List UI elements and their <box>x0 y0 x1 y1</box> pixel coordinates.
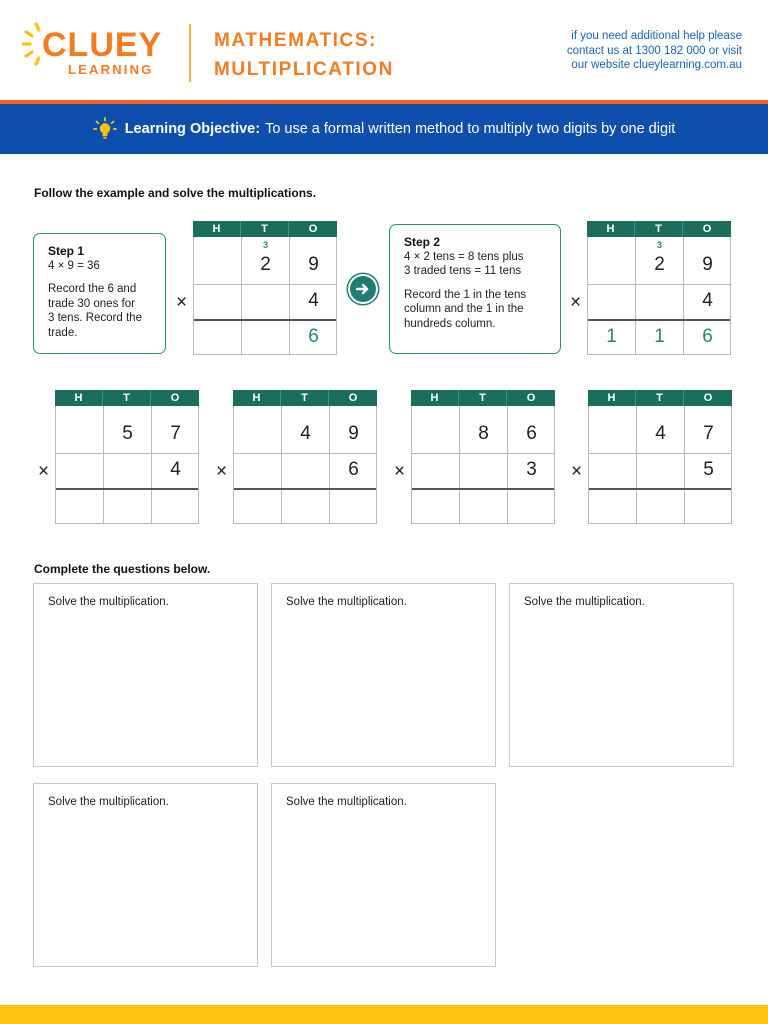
multiply-sign: × <box>38 461 50 482</box>
step-1-title: Step 1 <box>48 244 85 258</box>
logo-wordmark: CLUEY <box>42 26 163 64</box>
column-header-o: O <box>329 390 377 406</box>
multiply-sign: × <box>216 461 228 482</box>
help-contact <box>512 29 742 73</box>
page-title <box>214 26 394 84</box>
column-header-t: T <box>459 390 507 406</box>
column-header-o: O <box>683 221 731 237</box>
multiply-sign: × <box>571 461 583 482</box>
multiplier-digit: 4 <box>702 290 713 311</box>
multiply-sign: × <box>394 461 406 482</box>
column-header-h: H <box>193 221 241 237</box>
question-card <box>33 783 258 967</box>
objective-text: To use a formal written method to multiply two digits by one digit <box>265 121 676 137</box>
column-header-t: T <box>103 390 151 406</box>
step-1-text-4: trade. <box>48 326 78 339</box>
carry-digit: 3 <box>262 240 268 250</box>
cluey-logo <box>22 18 182 80</box>
step-2-box <box>389 224 561 354</box>
multiplicand-tens-digit: 8 <box>478 423 489 444</box>
question-card <box>271 783 496 967</box>
multiplicand-tens-digit: 4 <box>655 423 666 444</box>
column-header-h: H <box>588 390 636 406</box>
step-2-text-4: column and the 1 in the <box>404 303 524 315</box>
instruction-questions: Complete the questions below. <box>34 562 211 576</box>
logo-subtitle: LEARNING <box>68 62 154 77</box>
question-label: Solve the multiplication. <box>48 796 169 808</box>
question-label: Solve the multiplication. <box>286 796 407 808</box>
multiplier-digit: 4 <box>308 290 319 311</box>
step-2-title: Step 2 <box>404 235 441 249</box>
multiply-sign: × <box>176 292 188 313</box>
answer-tens-digit: 1 <box>654 326 665 347</box>
column-header-h: H <box>587 221 635 237</box>
column-header-t: T <box>636 390 684 406</box>
step-1-text-2: trade 30 ones for <box>48 297 135 310</box>
objective-label: Learning Objective: <box>124 121 261 137</box>
question-label: Solve the multiplication. <box>286 596 407 608</box>
sun-icon <box>22 22 44 66</box>
header-divider <box>189 24 191 82</box>
multiplicand-tens-digit: 2 <box>654 254 665 275</box>
column-header-h: H <box>55 390 103 406</box>
multiplier-digit: 4 <box>170 459 181 480</box>
step-1-equation: 4 × 9 = 36 <box>48 259 100 272</box>
step-1-box <box>33 233 166 354</box>
multiplicand-ones-digit: 6 <box>526 423 537 444</box>
multiplier-digit: 6 <box>348 459 359 480</box>
column-header-t: T <box>281 390 329 406</box>
multiplicand-ones-digit: 7 <box>703 423 714 444</box>
column-header-t: T <box>241 221 289 237</box>
help-line-3[interactable]: our website clueylearning.com.au <box>571 59 742 71</box>
footer-bar <box>0 1005 768 1024</box>
column-header-t: T <box>635 221 683 237</box>
multiply-sign: × <box>570 292 582 313</box>
question-card <box>509 583 734 767</box>
lightbulb-icon <box>93 117 117 141</box>
next-step-arrow-icon <box>350 276 376 302</box>
carry-digit: 3 <box>656 240 662 250</box>
question-card <box>33 583 258 767</box>
answer-ones-digit: 6 <box>308 326 319 347</box>
step-1-text-3: 3 tens. Record the <box>48 312 142 324</box>
column-header-h: H <box>411 390 459 406</box>
column-header-o: O <box>507 390 555 406</box>
answer-ones-digit: 6 <box>702 326 713 347</box>
title-line-2: MULTIPLICATION <box>214 59 395 80</box>
answer-hundreds-digit: 1 <box>606 326 617 347</box>
multiplier-digit: 5 <box>703 459 714 480</box>
step-1-text-1: Record the 6 and <box>48 283 137 295</box>
multiplicand-tens-digit: 4 <box>300 423 311 444</box>
help-line-1: if you need additional help please <box>571 30 742 42</box>
step-2-text-3: Record the 1 in the tens <box>404 288 527 301</box>
instruction-example: Follow the example and solve the multiplications. <box>34 186 317 200</box>
question-label: Solve the multiplication. <box>524 596 645 608</box>
column-header-h: H <box>233 390 281 406</box>
multiplicand-tens-digit: 5 <box>122 423 133 444</box>
learning-objective-bar <box>0 104 768 154</box>
multiplicand-ones-digit: 9 <box>702 254 713 275</box>
multiplicand-ones-digit: 9 <box>348 423 359 444</box>
column-header-o: O <box>289 221 337 237</box>
question-card <box>271 583 496 767</box>
step-2-text-2: 3 traded tens = 11 tens <box>404 265 522 277</box>
column-header-o: O <box>684 390 732 406</box>
multiplicand-tens-digit: 2 <box>260 254 271 275</box>
step-2-text-5: hundreds column. <box>404 317 496 330</box>
question-label: Solve the multiplication. <box>48 596 169 608</box>
multiplicand-ones-digit: 7 <box>170 423 181 444</box>
column-header-o: O <box>151 390 199 406</box>
multiplicand-ones-digit: 9 <box>308 254 319 275</box>
multiplier-digit: 3 <box>526 459 537 480</box>
step-2-text-1: 4 × 2 tens = 8 tens plus <box>404 250 524 263</box>
title-line-1: MATHEMATICS: <box>214 30 378 51</box>
help-line-2: contact us at 1300 182 000 or visit <box>566 44 742 57</box>
